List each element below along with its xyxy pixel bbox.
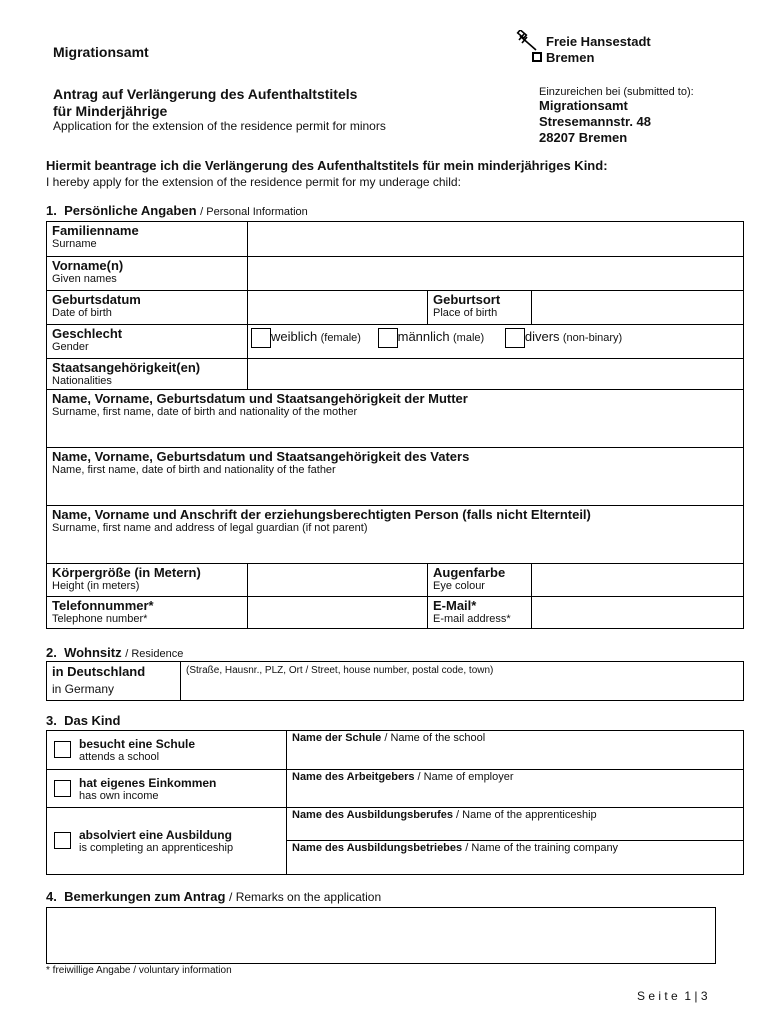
residence-table — [46, 661, 744, 701]
eye-colour-input[interactable] — [532, 564, 744, 597]
form-title-en: Application for the extension of the residence permit for minors — [53, 119, 386, 133]
child-table — [46, 730, 744, 875]
female-checkbox[interactable] — [251, 328, 271, 348]
logo-text: Freie Hansestadt Bremen — [546, 34, 651, 65]
income-option: hat eigenes Einkommen has own income — [47, 770, 287, 808]
surname-label: Familienname Surname — [47, 222, 248, 257]
section3-heading: 3. Das Kind — [46, 713, 121, 728]
form-title-de: Antrag auf Verlängerung des Aufenthaltstitels für Minderjährige — [53, 86, 358, 119]
dob-label: Geburtsdatum Date of birth — [47, 291, 248, 325]
surname-input[interactable] — [248, 222, 744, 257]
phone-label: Telefonnummer* Telephone number* — [47, 597, 248, 629]
nationality-label: Staatsangehörigkeit(en) Nationalities — [47, 359, 248, 390]
height-input[interactable] — [248, 564, 428, 597]
section2-heading: 2. Wohnsitz / Residence — [46, 645, 184, 660]
school-checkbox[interactable] — [54, 741, 71, 758]
school-option: besucht eine Schule attends a school — [47, 731, 287, 770]
nationality-input[interactable] — [248, 359, 744, 390]
submit-label: Einzureichen bei (submitted to): — [539, 86, 694, 98]
phone-input[interactable] — [248, 597, 428, 629]
apprenticeship-option: absolviert eine Ausbildung is completing an apprenticeship — [47, 808, 287, 875]
submit-address: Migrationsamt Stresemannstr. 48 28207 Bremen — [539, 98, 652, 145]
remarks-textarea[interactable] — [46, 907, 716, 964]
office-title: Migrationsamt — [53, 44, 149, 60]
apprenticeship-fields — [287, 808, 744, 875]
diverse-checkbox[interactable] — [505, 328, 525, 348]
male-checkbox[interactable] — [378, 328, 398, 348]
height-label: Körpergröße (in Metern) Height (in meters) — [47, 564, 248, 597]
page-number: S e i t e 1 | 3 — [637, 989, 708, 1003]
father-field[interactable]: Name, Vorname, Geburtsdatum und Staatsangehörigkeit des Vaters Name, first name, date of birth and nationality of the father — [47, 448, 744, 506]
intro-en: I hereby apply for the extension of the residence permit for my underage child: — [46, 175, 461, 189]
gender-label: Geschlecht Gender — [47, 325, 248, 359]
apprenticeship-checkbox[interactable] — [54, 832, 71, 849]
residence-label: in Deutschland in Germany — [47, 662, 181, 701]
eye-colour-label: Augenfarbe Eye colour — [428, 564, 532, 597]
intro-de: Hiermit beantrage ich die Verlängerung des Aufenthaltstitels für mein minderjähriges Kind: — [46, 158, 608, 173]
section4-heading: 4. Bemerkungen zum Antrag / Remarks on the application — [46, 889, 382, 904]
income-checkbox[interactable] — [54, 780, 71, 797]
training-company-input[interactable]: Name des Ausbildungsbetriebes / Name of the training company — [292, 842, 619, 854]
personal-info-table — [46, 221, 744, 629]
apprenticeship-name-input[interactable]: Name des Ausbildungsberufes / Name of the apprenticeship — [287, 808, 743, 841]
school-name-input[interactable]: Name der Schule / Name of the school — [287, 731, 744, 770]
pob-label: Geburtsort Place of birth — [428, 291, 532, 325]
email-input[interactable] — [532, 597, 744, 629]
given-names-label: Vorname(n) Given names — [47, 257, 248, 291]
employer-input[interactable]: Name des Arbeitgebers / Name of employer — [287, 770, 744, 808]
guardian-field[interactable]: Name, Vorname und Anschrift der erziehungsberechtigten Person (falls nicht Elternteil) Surname, first name and address of legal guardian (if not parent) — [47, 506, 744, 564]
email-label: E-Mail* E-mail address* — [428, 597, 532, 629]
mother-field[interactable]: Name, Vorname, Geburtsdatum und Staatsangehörigkeit der Mutter Surname, first name, date of birth and nationality of the mother — [47, 390, 744, 448]
dob-input[interactable] — [248, 291, 428, 325]
residence-input[interactable]: (Straße, Hausnr., PLZ, Ort / Street, house number, postal code, town) — [181, 662, 744, 701]
gender-options: weiblich (female) männlich (male) divers (non-binary) — [248, 325, 744, 359]
bremen-key-logo-icon — [514, 30, 544, 64]
section1-heading: 1. Persönliche Angaben / Personal Information — [46, 203, 308, 218]
voluntary-note: * freiwillige Angabe / voluntary information — [46, 965, 232, 976]
given-names-input[interactable] — [248, 257, 744, 291]
pob-input[interactable] — [532, 291, 744, 325]
